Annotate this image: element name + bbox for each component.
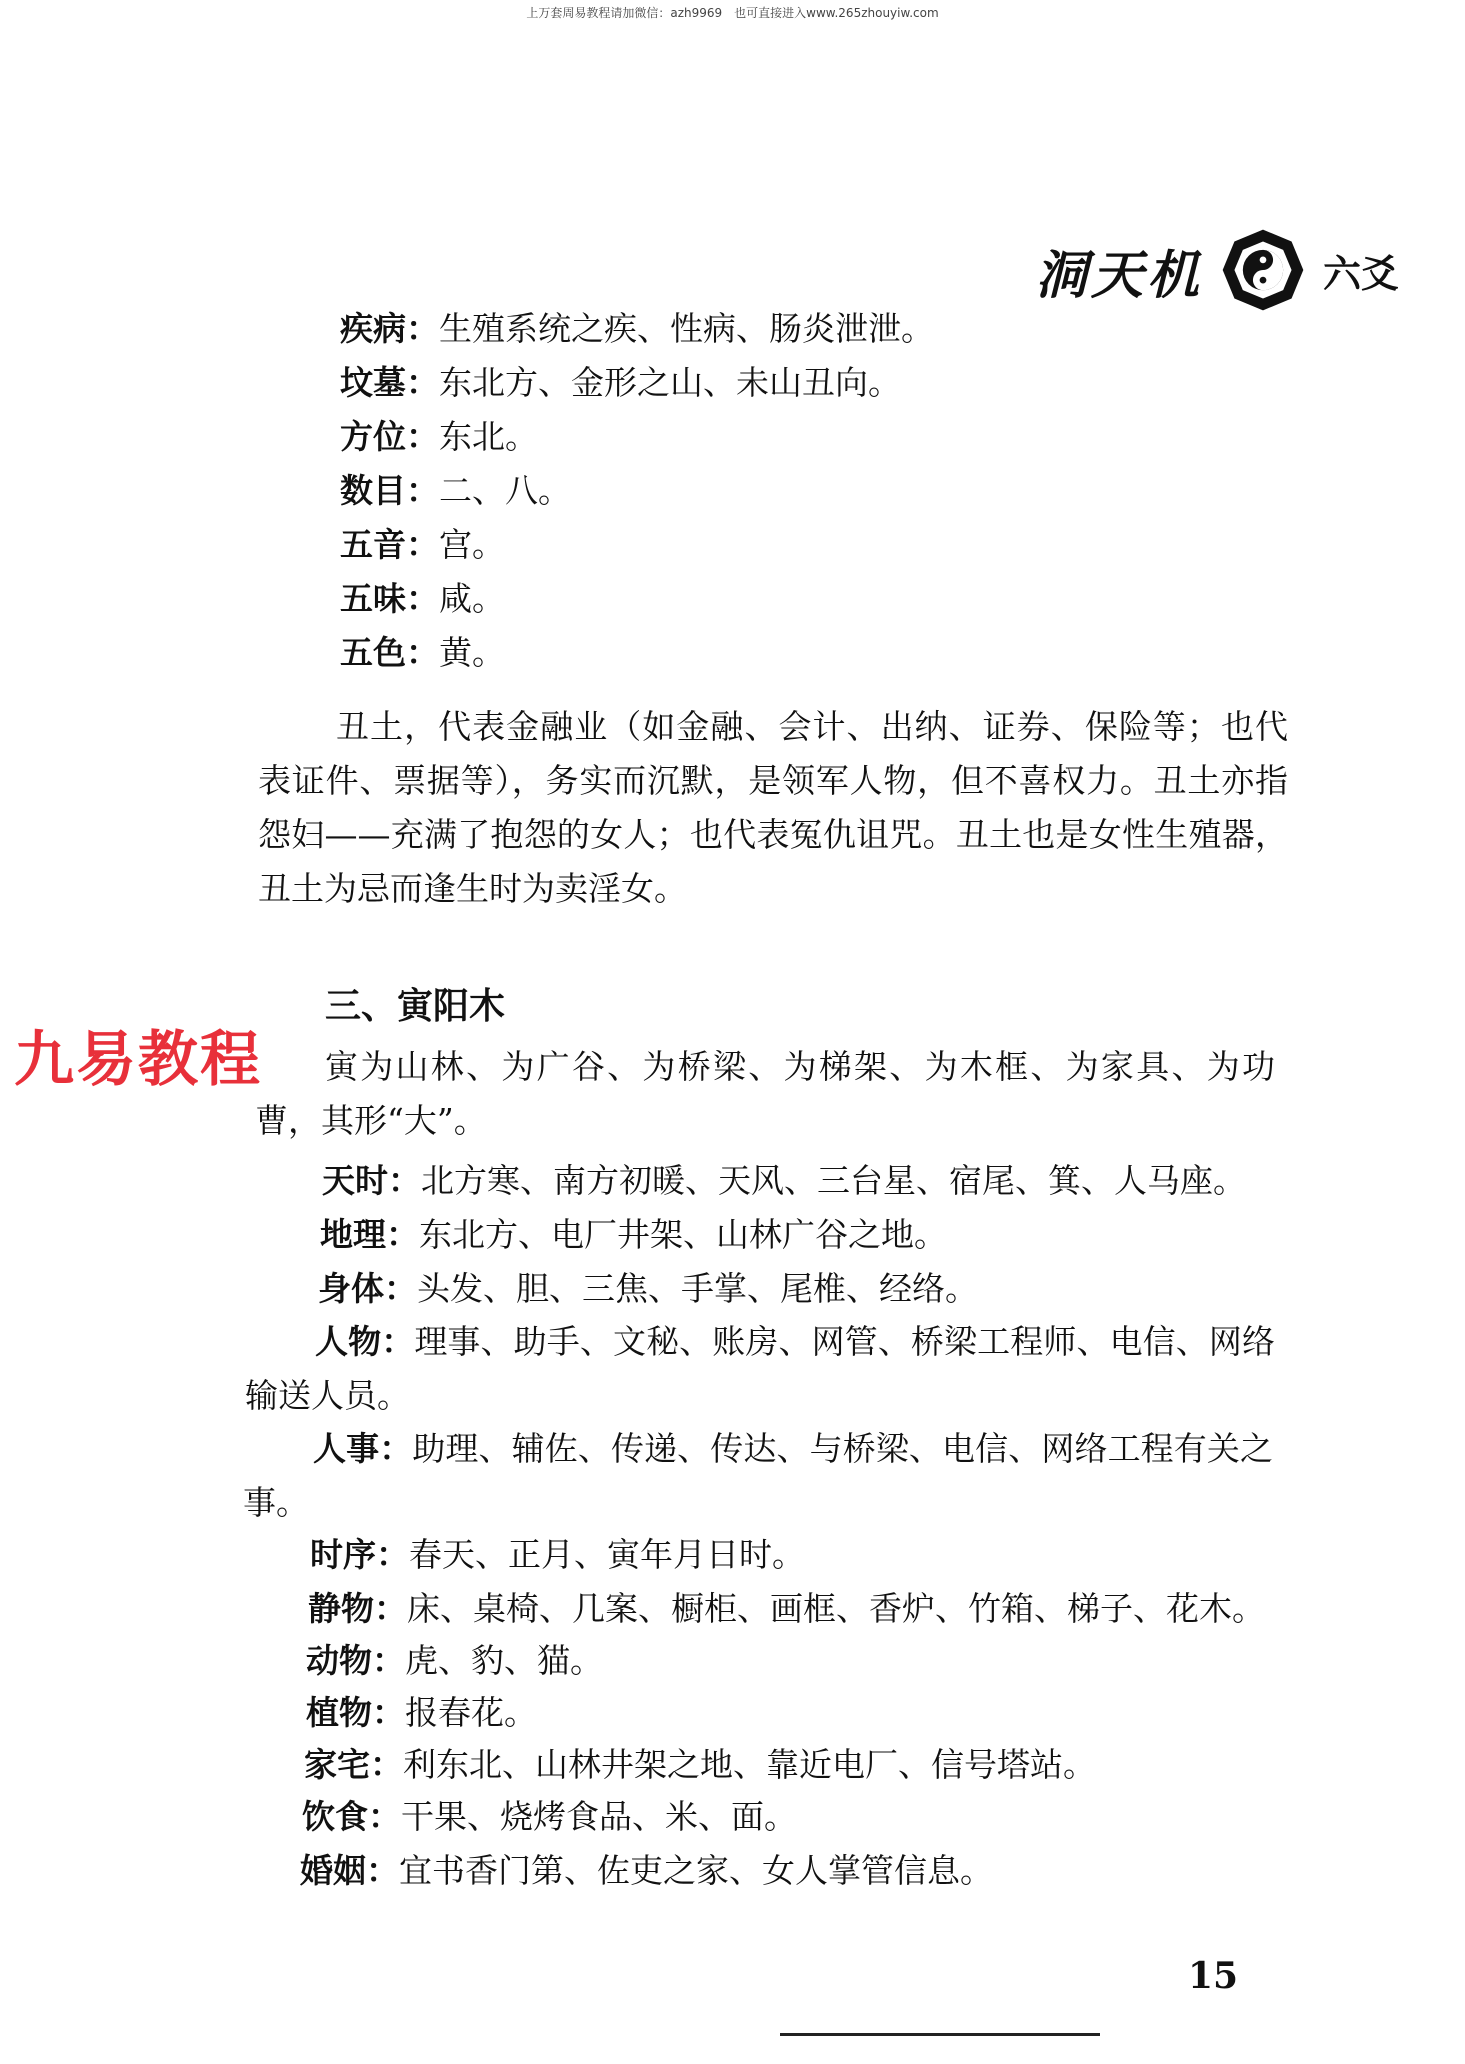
yin-item-plants: 植物：报春花。 (306, 1693, 537, 1732)
yin-affairs: 人事：助理、辅佐、传递、传达、与桥梁、电信、网络工程有关之事。 (243, 1429, 1274, 1522)
yin-item-food: 饮食：干果、烧烤食品、米、面。 (302, 1797, 797, 1836)
yin-item-weather: 天时：北方寒、南方初暖、天风、三台星、宿尾、箕、人马座。 (322, 1161, 1246, 1200)
chou-item-disease: 疾病：生殖系统之疾、性病、肠炎泄泄。 (340, 309, 934, 348)
top-banner: 上万套周易教程请加微信：azh9969 也可直接进入www.265zhouyiw.com (526, 6, 939, 20)
chou-item-number: 数目：二、八。 (340, 471, 571, 510)
bagua-taiji-icon (1221, 228, 1305, 312)
yin-intro: 寅为山林、为广谷、为桥梁、为梯架、为木框、为家具、为功曹，其形“大”。 (255, 1047, 1275, 1140)
chou-paragraph: 丑土，代表金融业（如金融、会计、出纳、证券、保险等；也代表证件、票据等），务实而沉默，是领军人物，但不喜权力。丑土亦指怨妇——充满了抱怨的女人；也代表冤仇诅咒。丑土也是女性生殖器，丑土为忌而逢生时为卖淫女。 (258, 707, 1288, 908)
yin-item-geography: 地理：东北方、电厂井架、山林广谷之地。 (320, 1215, 947, 1254)
chou-item-tone: 五音：宫。 (340, 525, 505, 564)
yin-item-house: 家宅：利东北、山林井架之地、靠近电厂、信号塔站。 (304, 1745, 1096, 1784)
yin-item-marriage: 婚姻：宜书香门第、佐吏之家、女人掌管信息。 (300, 1851, 993, 1890)
yin-item-season: 时序：春天、正月、寅年月日时。 (310, 1535, 805, 1574)
section-name: 六爻 (1322, 250, 1399, 296)
section-heading: 三、寅阳木 (325, 985, 506, 1027)
yin-people: 人物：理事、助手、文秘、账房、网管、桥梁工程师、电信、网络输送人员。 (245, 1322, 1276, 1415)
watermark: 九易教程 (14, 1025, 262, 1095)
footer-rule (780, 2033, 1100, 2036)
page-header (1035, 228, 1399, 312)
chou-item-direction: 方位：东北。 (340, 417, 538, 456)
chou-item-color: 五色：黄。 (340, 633, 505, 672)
yin-item-body: 身体：头发、胆、三焦、手掌、尾椎、经络。 (318, 1269, 978, 1308)
book-title: 洞天机 (1034, 244, 1203, 306)
chou-item-tomb: 坟墓：东北方、金形之山、未山丑向。 (340, 363, 901, 402)
yin-item-animals: 动物：虎、豹、猫。 (306, 1641, 603, 1680)
yin-item-objects: 静物：床、桌椅、几案、橱柜、画框、香炉、竹箱、梯子、花木。 (308, 1589, 1265, 1628)
page-number: 15 (1188, 1955, 1239, 1997)
chou-item-taste: 五味：咸。 (340, 579, 505, 618)
